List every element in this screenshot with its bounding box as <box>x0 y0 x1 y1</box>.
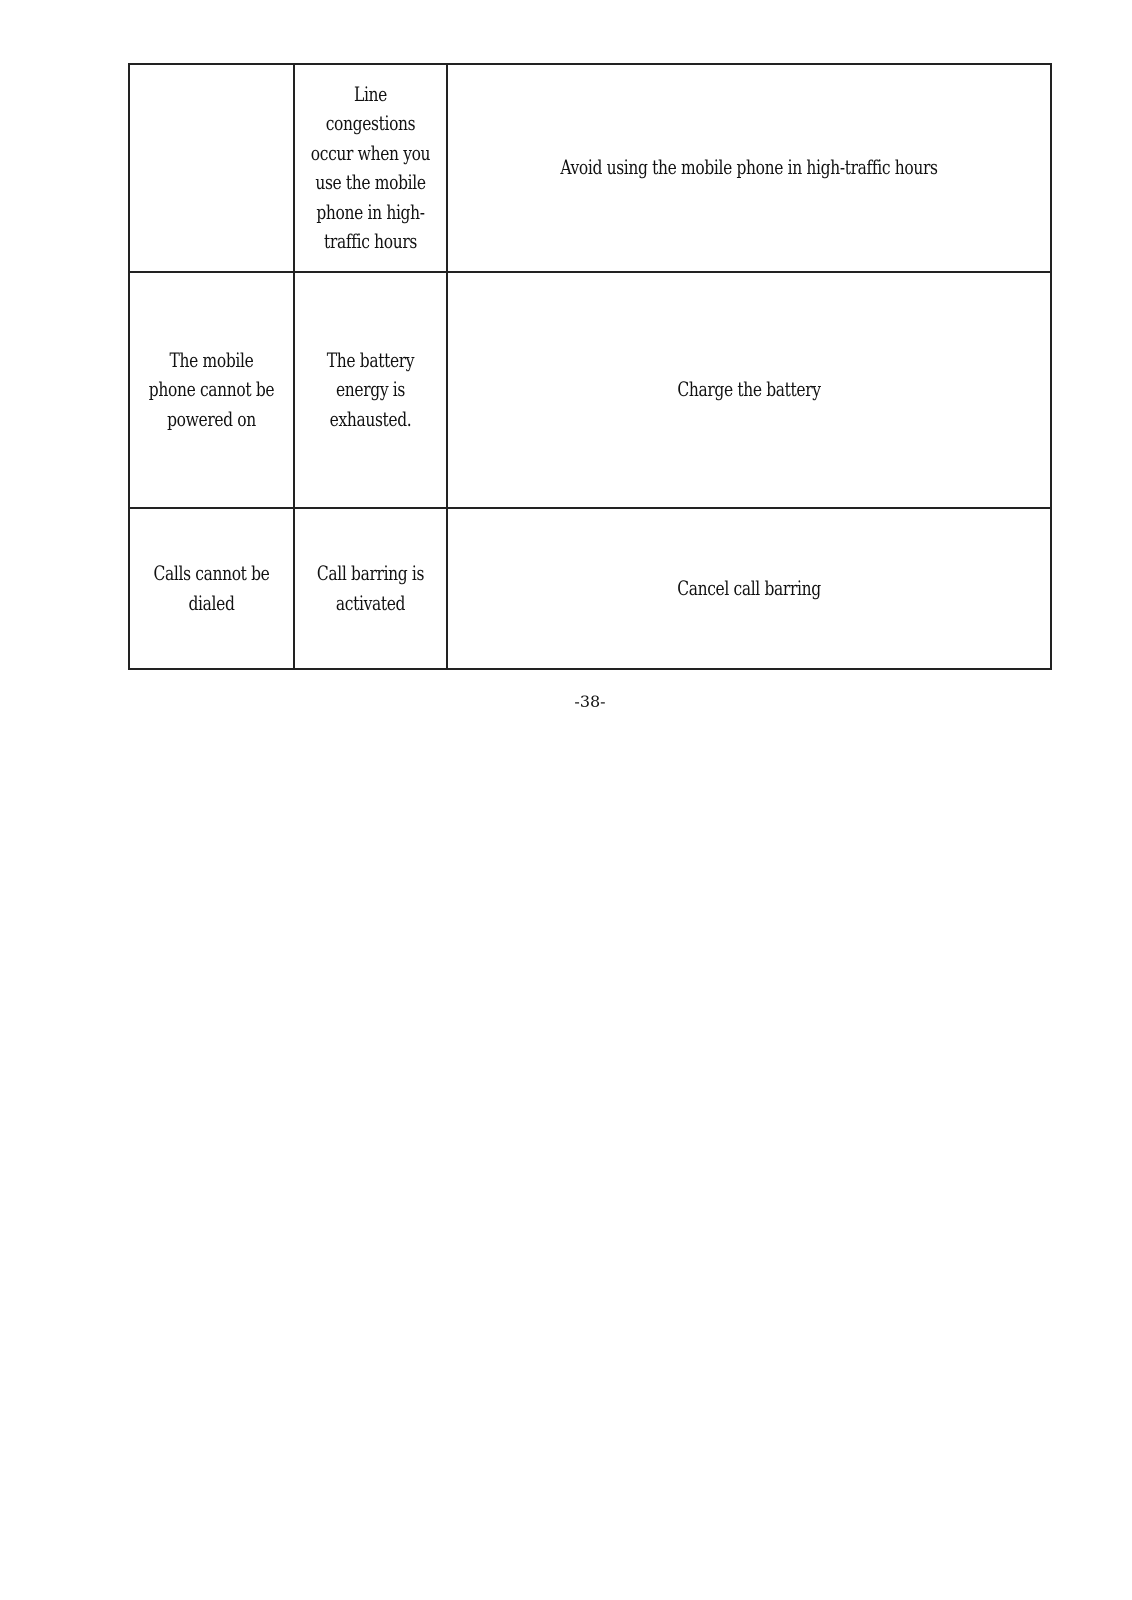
page-number: -38- <box>574 692 606 711</box>
solution-cell <box>447 64 1051 272</box>
solution-text: Avoid using the mobile phone in high-traffic hours <box>560 155 938 180</box>
cause-cell <box>294 508 447 669</box>
cause-cell <box>294 64 447 272</box>
solution-cell <box>447 508 1051 669</box>
cause-text: The battery energy is exhausted. <box>326 347 415 431</box>
problem-cell <box>129 508 294 669</box>
problem-cell <box>129 272 294 508</box>
solution-text: Cancel call barring <box>677 575 821 600</box>
solution-cell <box>447 272 1051 508</box>
problem-text: The mobile phone cannot be powered on <box>148 347 275 431</box>
troubleshooting-table <box>128 63 1052 670</box>
solution-text: Charge the battery <box>677 377 821 402</box>
cause-text: Call barring is activated <box>316 561 425 615</box>
table-row <box>129 272 1051 508</box>
table-row <box>129 508 1051 669</box>
problem-cell <box>129 64 294 272</box>
cause-text: Line congestions occur when you use the mobile phone in high-traffic hours <box>310 81 431 253</box>
cause-cell <box>294 272 447 508</box>
problem-text: Calls cannot be dialed <box>153 561 270 615</box>
table-row <box>129 64 1051 272</box>
